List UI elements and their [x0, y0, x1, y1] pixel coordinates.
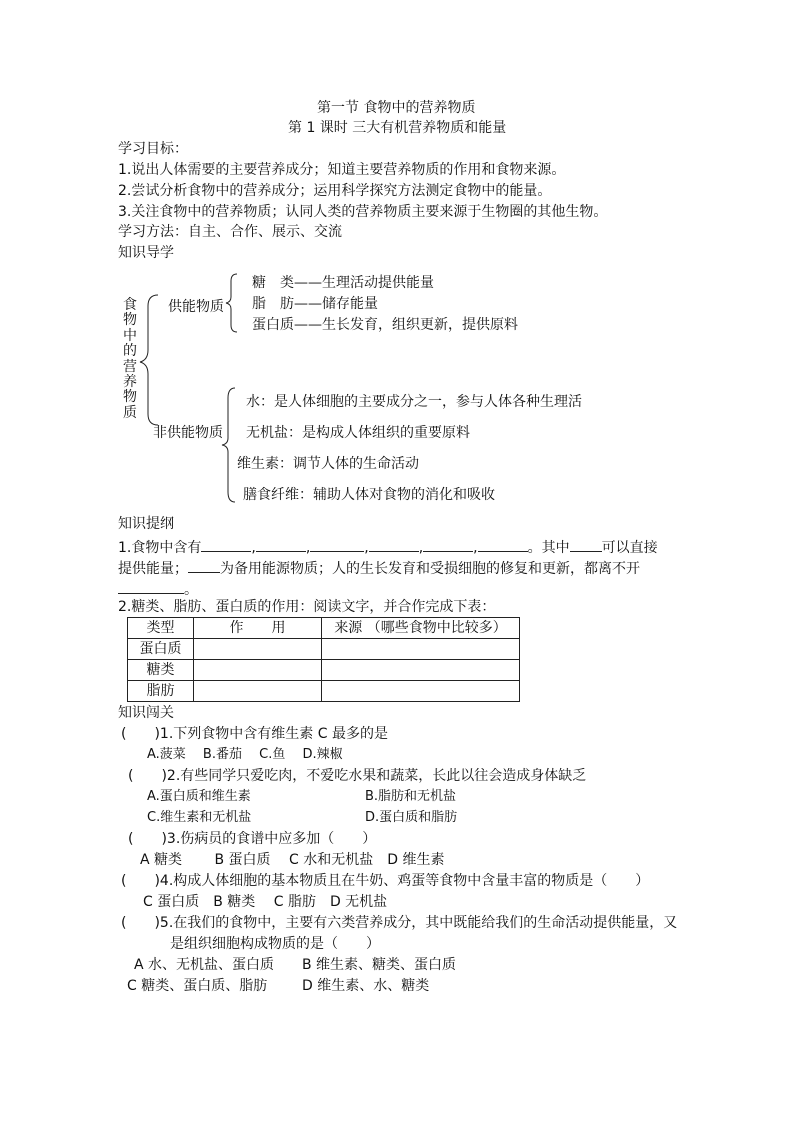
answer-blank[interactable] — [570, 537, 602, 552]
answer-blank[interactable] — [256, 537, 306, 552]
answer-blank[interactable] — [478, 537, 528, 552]
quiz-question-5: ( )5.在我们的食物中，主要有六类营养成分，其中既能给我们的生命活动提供能量，又 — [121, 915, 678, 931]
fill-blank-prefix: 1.食物中含有 — [118, 540, 202, 556]
guide-heading: 知识导学 — [118, 245, 174, 261]
energy-brace — [224, 272, 240, 334]
quiz-question-4: ( )4.构成人体细胞的基本物质且在牛奶、鸡蛋等食物中含量丰富的物质是（ ） — [121, 873, 650, 889]
fill-blank-line-1: 1.食物中含有 , , , , , 。其中 可以直接 — [118, 537, 658, 555]
page-title: 第一节 食物中的营养物质 — [317, 100, 476, 116]
quiz-question-2: ( )2.有些同学只爱吃肉，不爱吃水果和蔬菜，长此以往会造成身体缺乏 — [128, 768, 587, 784]
quiz-question-1-options: A.菠菜 B.番茄 C.鱼 D.辣椒 — [147, 747, 343, 762]
quiz-question-5-option-a: A 水、无机盐、蛋白质 — [134, 957, 275, 973]
table-answer-cell[interactable] — [322, 639, 520, 660]
quiz-question-5-option-c: C 糖类、蛋白质、脂肪 — [127, 978, 268, 994]
table-row-label: 蛋白质 — [128, 639, 194, 660]
energy-item-sugar: 糖 类——生理活动提供能量 — [252, 275, 434, 291]
quiz-question-3: ( )3.伤病员的食谱中应多加（ ） — [128, 831, 377, 847]
table-row-label: 糖类 — [128, 660, 194, 681]
table-header-cell: 作 用 — [194, 618, 322, 639]
quiz-question-2-option-a: A.蛋白质和维生素 — [147, 789, 251, 804]
objectives-heading: 学习目标： — [118, 141, 188, 157]
energy-label: 供能物质 — [168, 299, 224, 315]
guide-root-label: 食物中的营养物质 — [123, 297, 137, 421]
table-answer-cell[interactable] — [194, 681, 322, 702]
outline-heading: 知识提纲 — [118, 516, 174, 532]
fill-blank-line2-a: 提供能量； — [118, 561, 188, 577]
table-header-cell: 来源 （哪些食物中比较多） — [322, 618, 520, 639]
page-subtitle: 第 1 课时 三大有机营养物质和能量 — [288, 120, 507, 136]
root-brace — [136, 292, 166, 428]
quiz-question-2-option-c: C.维生素和无机盐 — [147, 810, 252, 825]
nonenergy-item-water: 水：是人体细胞的主要成分之一，参与人体各种生理活 — [246, 394, 582, 410]
objective-item: 3.关注食物中的营养物质；认同人类的营养物质主要来源于生物圈的其他生物。 — [118, 204, 608, 220]
energy-item-protein: 蛋白质——生长发育，组织更新，提供原料 — [252, 317, 518, 333]
quiz-question-4-options: C 蛋白质 B 糖类 C 脂肪 D 无机盐 — [143, 894, 388, 910]
objective-item: 2.尝试分析食物中的营养成分；运用科学探究方法测定食物中的能量。 — [118, 183, 552, 199]
table-header-cell: 类型 — [128, 618, 194, 639]
quiz-question-5-option-d: D 维生素、水、糖类 — [302, 978, 430, 994]
answer-blank[interactable] — [369, 537, 419, 552]
table-row — [128, 639, 520, 660]
fill-blank-mid: 。其中 — [527, 540, 570, 556]
fill-blank-line-3 — [118, 579, 198, 597]
fill-blank-line2-b: 为备用能源物质；人的生长发育和受损细胞的修复和更新，都离不开 — [220, 561, 640, 577]
quiz-question-5-line-2: 是组织细胞构成物质的是（ ） — [170, 936, 380, 952]
table-answer-cell[interactable] — [194, 660, 322, 681]
table-row — [128, 660, 520, 681]
quiz-question-1: ( )1.下列食物中含有维生素 C 最多的是 — [121, 726, 388, 742]
answer-blank[interactable] — [201, 537, 251, 552]
quiz-question-2-option-d: D.蛋白质和脂肪 — [365, 810, 458, 825]
table-row — [128, 681, 520, 702]
quiz-question-3-options: A 糖类 B 蛋白质 C 水和无机盐 D 维生素 — [140, 852, 445, 868]
table-answer-cell[interactable] — [322, 660, 520, 681]
answer-blank[interactable] — [423, 537, 473, 552]
quiz-heading: 知识闯关 — [118, 705, 174, 721]
table-header-row — [128, 618, 520, 639]
fill-blank-line-2 — [118, 558, 640, 576]
answer-blank[interactable] — [188, 558, 220, 573]
nonenergy-item-fiber: 膳食纤维：辅助人体对食物的消化和吸收 — [243, 487, 495, 503]
fill-blank-tail: 可以直接 — [601, 540, 658, 556]
learning-method: 学习方法：自主、合作、展示、交流 — [118, 224, 342, 240]
table-instruction: 2.糖类、脂肪、蛋白质的作用：阅读文字，并合作完成下表： — [118, 599, 496, 615]
answer-blank[interactable] — [310, 537, 364, 552]
quiz-question-5-option-b: B 维生素、糖类、蛋白质 — [302, 957, 457, 973]
table-answer-cell[interactable] — [194, 639, 322, 660]
nonenergy-item-salt: 无机盐：是构成人体组织的重要原料 — [246, 425, 470, 441]
table-answer-cell[interactable] — [322, 681, 520, 702]
quiz-question-2-option-b: B.脂肪和无机盐 — [365, 789, 457, 804]
nonenergy-brace — [219, 386, 239, 504]
nonenergy-item-vitamin: 维生素：调节人体的生命活动 — [237, 456, 419, 472]
answer-blank[interactable] — [118, 579, 184, 594]
nutrient-table — [127, 617, 520, 702]
table-row-label: 脂肪 — [128, 681, 194, 702]
nonenergy-label: 非供能物质 — [153, 425, 223, 441]
fill-blank-end: 。 — [184, 582, 198, 598]
objective-item: 1.说出人体需要的主要营养成分；知道主要营养物质的作用和食物来源。 — [118, 162, 566, 178]
energy-item-fat: 脂 肪——储存能量 — [252, 296, 378, 312]
